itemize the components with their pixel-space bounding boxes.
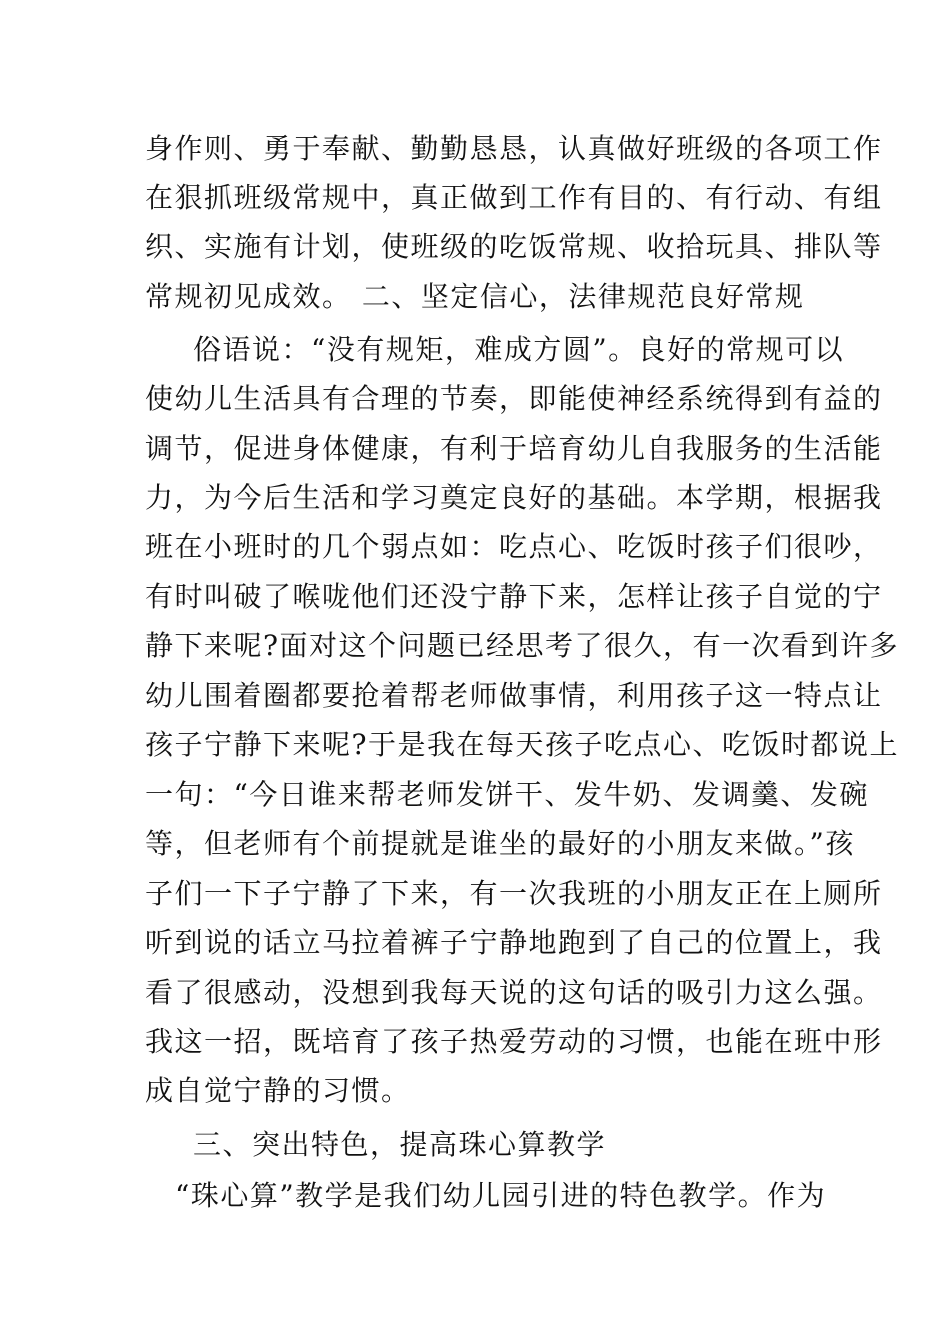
paragraph-first-line: 俗语说：“没有规矩，难成方圆”。良好的常规可以 bbox=[193, 333, 845, 366]
text-line: 一句：“今日谁来帮老师发饼干、发牛奶、发调羹、发碗 bbox=[145, 778, 869, 811]
section-heading-line: 常规初见成效。 二、坚定信心，法律规范良好常规 bbox=[145, 280, 805, 313]
text-line: 听到说的话立马拉着裤子宁静地跑到了自己的位置上，我 bbox=[145, 926, 883, 959]
text-line: 使幼儿生活具有合理的节奏，即能使神经系统得到有益的 bbox=[145, 382, 883, 415]
text-line: 看了很感动，没想到我每天说的这句话的吸引力这么强。 bbox=[145, 976, 883, 1009]
text-line: 身作则、勇于奉献、勤勤恳恳，认真做好班级的各项工作 bbox=[145, 132, 883, 165]
text-line: 静下来呢?面对这个问题已经思考了很久，有一次看到许多 bbox=[145, 629, 900, 662]
text-line: 成自觉宁静的习惯。 bbox=[145, 1074, 411, 1107]
section-heading: 三、突出特色，提高珠心算教学 bbox=[193, 1128, 607, 1161]
text-line: 有时叫破了喉咙他们还没宁静下来，怎样让孩子自觉的宁 bbox=[145, 580, 883, 613]
text-line: 在狠抓班级常规中，真正做到工作有目的、有行动、有组 bbox=[145, 181, 883, 214]
text-line: 我这一招，既培育了孩子热爱劳动的习惯，也能在班中形 bbox=[145, 1025, 883, 1058]
text-line: 织、实施有计划，使班级的吃饭常规、收拾玩具、排队等 bbox=[145, 230, 883, 263]
text-line: 孩子宁静下来呢?于是我在每天孩子吃点心、吃饭时都说上 bbox=[145, 728, 900, 761]
text-line: 班在小班时的几个弱点如：吃点心、吃饭时孩子们很吵， bbox=[145, 530, 883, 563]
paragraph-first-line: “珠心算”教学是我们幼儿园引进的特色教学。作为 bbox=[175, 1179, 827, 1212]
text-line: 幼儿围着圈都要抢着帮老师做事情，利用孩子这一特点让 bbox=[145, 679, 883, 712]
text-line: 子们一下子宁静了下来，有一次我班的小朋友正在上厕所 bbox=[145, 877, 883, 910]
text-line: 调节，促进身体健康，有利于培育幼儿自我服务的生活能 bbox=[145, 432, 883, 465]
text-line: 等，但老师有个前提就是谁坐的最好的小朋友来做。”孩 bbox=[145, 827, 855, 860]
text-line: 力，为今后生活和学习奠定良好的基础。本学期，根据我 bbox=[145, 481, 883, 514]
